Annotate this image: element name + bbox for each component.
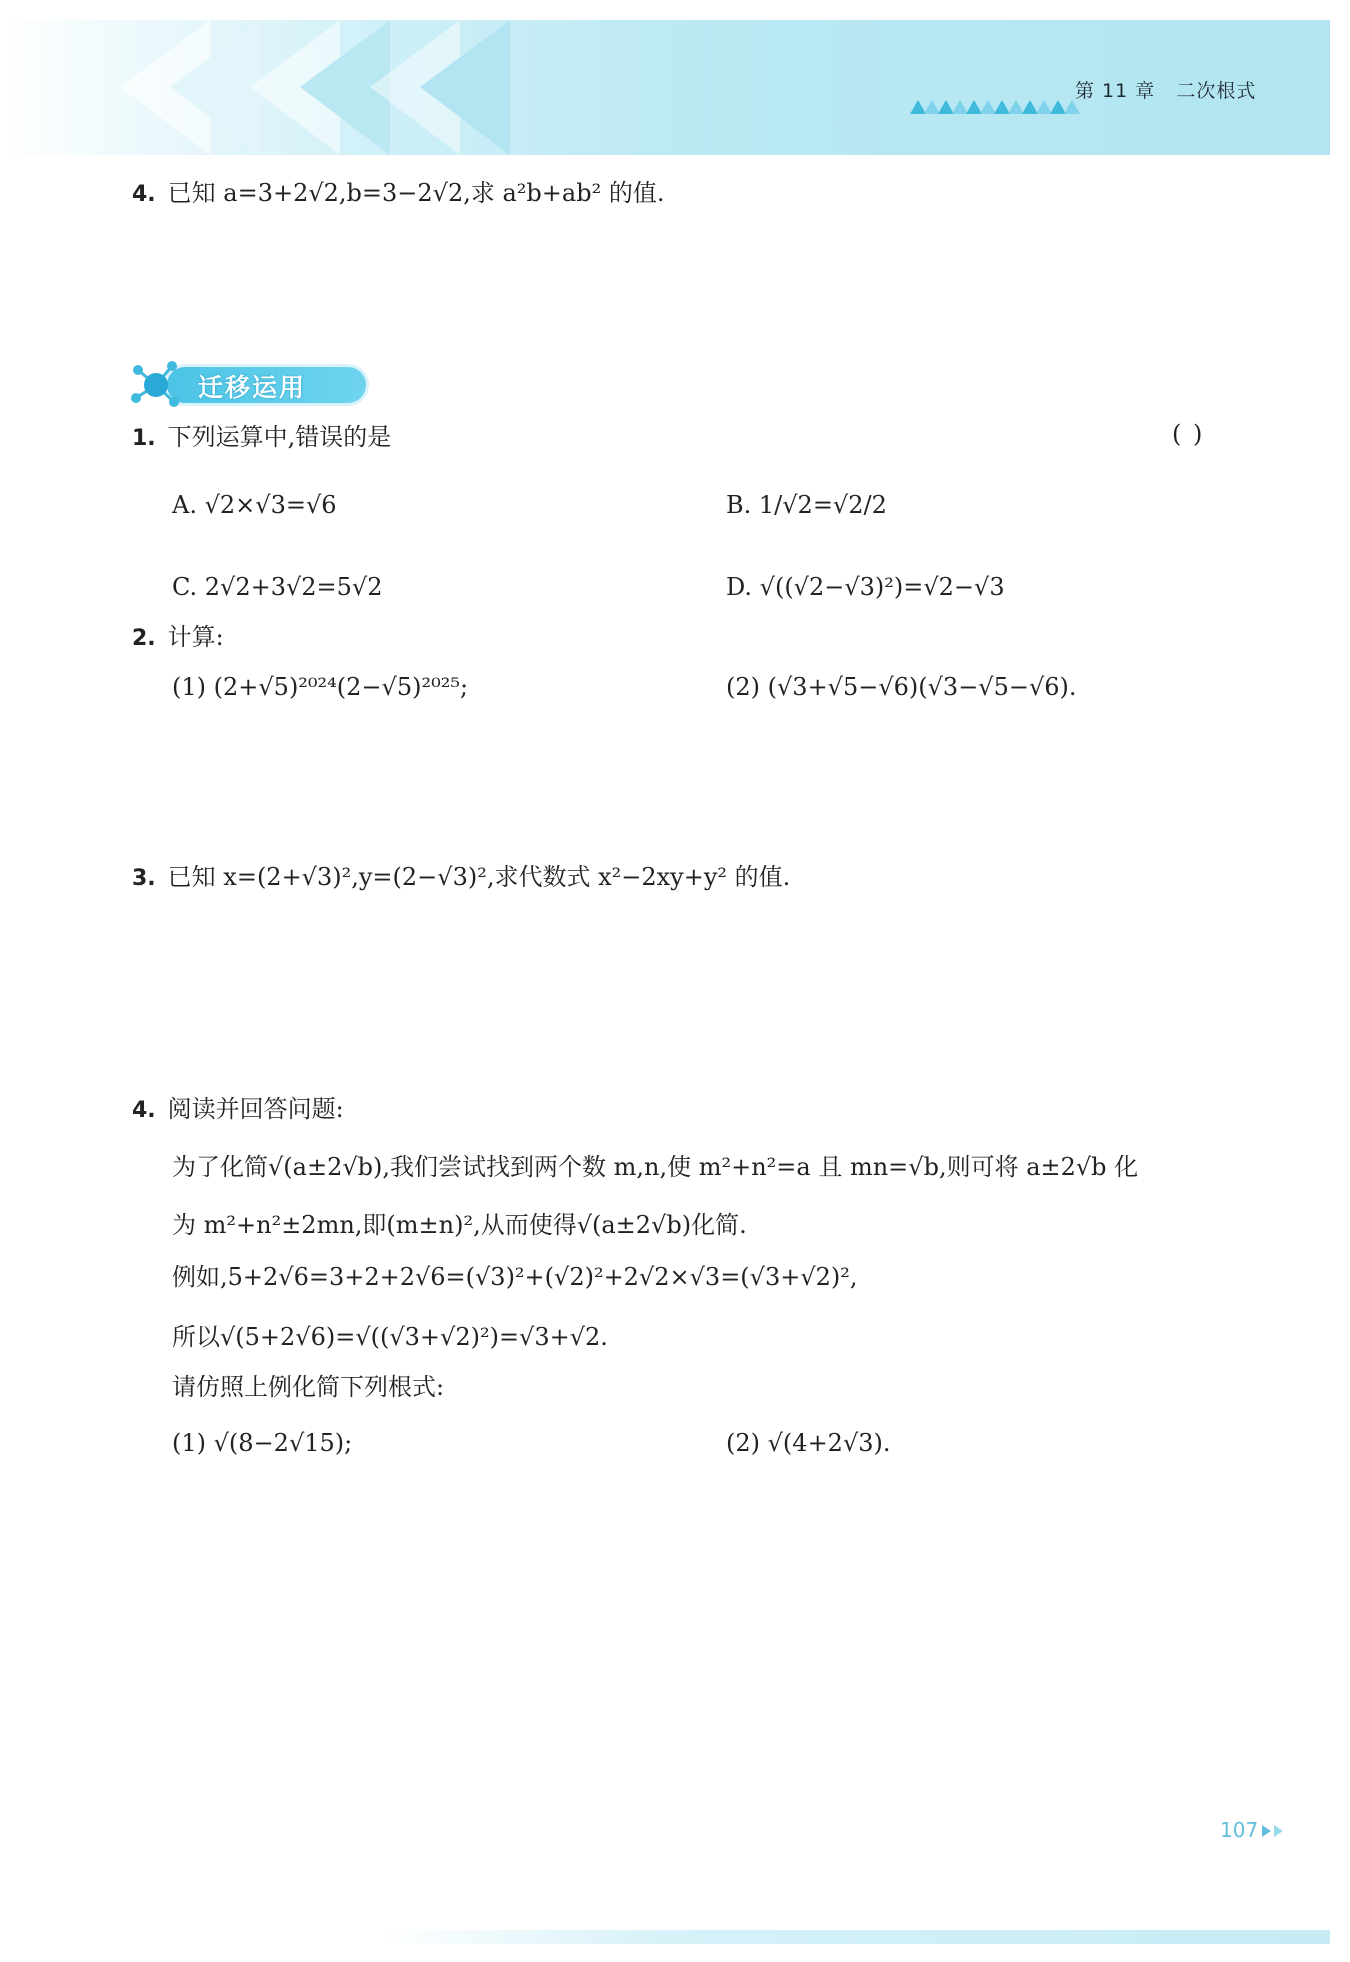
option-text: 2√2+3√2=5√2: [204, 573, 383, 601]
question-text: 计算:: [167, 623, 224, 651]
question-text: 阅读并回答问题:: [167, 1095, 344, 1123]
question-number: 4.: [132, 1098, 156, 1123]
question-number: 3.: [132, 866, 156, 891]
part-text: (2+√5)²⁰²⁴(2−√5)²⁰²⁵;: [213, 673, 469, 701]
option-a: [172, 490, 337, 520]
part-label: (1): [172, 1429, 206, 1457]
part-label: (2): [726, 673, 760, 701]
chapter-number: 第 11 章: [1075, 80, 1156, 102]
triangle-decoration-icon: [910, 100, 1078, 114]
question-text: 下列运算中,错误的是: [167, 423, 392, 451]
molecule-icon: [128, 358, 188, 412]
reading-line-4: 所以√(5+2√6)=√((√3+√2)²)=√3+√2.: [172, 1323, 608, 1351]
option-text: √((√2−√3)²)=√2−√3: [759, 573, 1005, 601]
question-3: [132, 862, 790, 894]
part-label: (2): [726, 1429, 760, 1457]
question-4-part-1: [172, 1428, 352, 1458]
option-letter: C.: [172, 573, 198, 601]
arrow-right-icon: [1262, 1822, 1286, 1841]
reading-line-5: 请仿照上例化简下列根式:: [172, 1373, 445, 1401]
question-2-part-2: [726, 672, 1077, 702]
chapter-title: 二次根式: [1176, 80, 1257, 102]
option-c: [172, 572, 383, 602]
option-b: [726, 490, 887, 520]
chapter-label: [1075, 76, 1256, 103]
option-text: 1/√2=√2/2: [758, 491, 887, 519]
question-text: 已知 x=(2+√3)²,y=(2−√3)²,求代数式 x²−2xy+y² 的值.: [167, 863, 791, 891]
option-letter: A.: [172, 491, 197, 519]
question-number: 2.: [132, 626, 156, 651]
chevron-decoration: [420, 20, 510, 155]
section-label: 迁移运用: [198, 373, 307, 402]
option-letter: D.: [726, 573, 753, 601]
option-letter: B.: [726, 491, 752, 519]
answer-blank: ( ): [1172, 420, 1205, 448]
part-text: √(8−2√15);: [213, 1429, 353, 1457]
reading-line-3: 例如,5+2√6=3+2+2√6=(√3)²+(√2)²+2√2×√3=(√3+√2)²,: [172, 1263, 858, 1291]
chevron-decoration: [170, 20, 260, 155]
question-1: [132, 422, 391, 454]
part-text: (√3+√5−√6)(√3−√5−√6).: [767, 673, 1077, 701]
section-badge: [128, 358, 373, 412]
reading-line-1: 为了化简√(a±2√b),我们尝试找到两个数 m,n,使 m²+n²=a 且 mn=√b,则可将 a±2√b 化: [172, 1153, 1139, 1181]
question-2-part-1: [172, 672, 468, 702]
page-number: 107: [1220, 1818, 1259, 1842]
question-4-part-2: [726, 1428, 891, 1458]
option-d: [726, 572, 1005, 602]
question-text: 已知 a=3+2√2,b=3−2√2,求 a²b+ab² 的值.: [167, 179, 665, 207]
top-question-4: [132, 178, 664, 210]
question-number: 4.: [132, 182, 156, 207]
reading-line-2: 为 m²+n²±2mn,即(m±n)²,从而使得√(a±2√b)化简.: [172, 1211, 747, 1239]
question-number: 1.: [132, 426, 156, 451]
part-label: (1): [172, 673, 206, 701]
question-2: [132, 622, 224, 654]
question-4: [132, 1094, 344, 1126]
footer-band: [380, 1930, 1330, 1944]
option-text: √2×√3=√6: [204, 491, 337, 519]
part-text: √(4+2√3).: [767, 1429, 891, 1457]
